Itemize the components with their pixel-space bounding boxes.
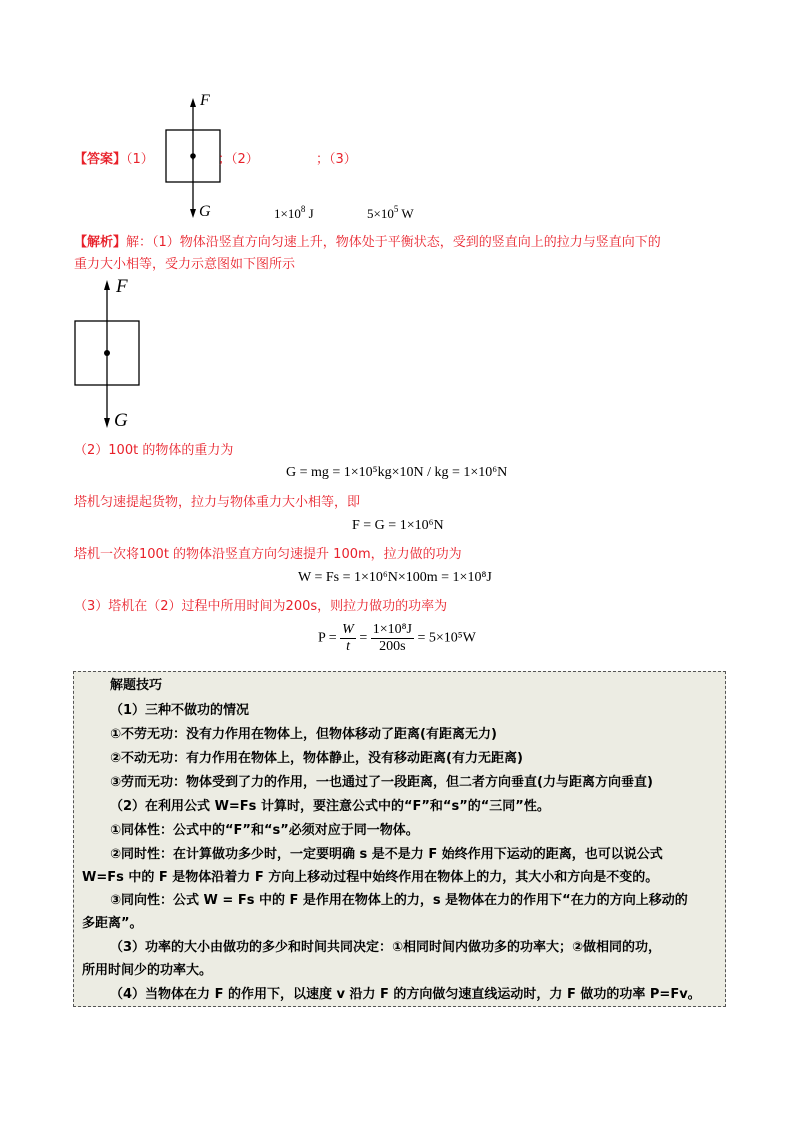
tips-line: ②同时性：在计算做功多少时，一定要明确 s 是不是力 F 始终作用下运动的距离，也可以说公式: [110, 847, 663, 862]
answer-part3: ；（3）: [316, 152, 357, 167]
tips-line: 多距离”。: [82, 916, 143, 931]
tips-line: W=Fs 中的 F 是物体沿着力 F 方向上移动过程中始终作用在物体上的力，其大小和方向是不变的。: [82, 870, 659, 885]
tips-box: [73, 671, 726, 1007]
answer-work-value: $1\times 10^8$ J: [274, 204, 314, 221]
formula-force: F = G = 1×10⁶N: [352, 518, 444, 533]
analysis-force-g-label: G: [114, 410, 128, 431]
formula-gravity: G = mg = 1×10⁵kg×10N / kg = 1×10⁶N: [286, 465, 508, 480]
tips-line: 所用时间少的功率大。: [82, 963, 213, 978]
answer-part2: ；（2）: [218, 152, 259, 167]
tips-line: ①同体性：公式中的“F”和“s”必须对应于同一物体。: [110, 823, 419, 838]
answer-power-value: $5\times 10^5$ W: [367, 204, 414, 221]
answer-force-f-label: F: [200, 92, 210, 109]
fraction-work-over-time: $\frac{\text{1×10⁸J}}{200s}$: [372, 622, 412, 654]
tips-line: ③同向性：公式 W = Fs 中的 F 是作用在物体上的力，s 是物体在力的作用下“在力的方向上移动的: [110, 893, 688, 908]
answer-force-g-label: G: [199, 203, 211, 220]
formula-work: W = Fs = 1×10⁶N×100m = 1×10⁸J: [298, 570, 492, 585]
fraction-w-over-t: $\frac{W}{t}$: [342, 622, 354, 654]
analysis-step3: （3）塔机在（2）过程中所用时间为200s，则拉力做功的功率为: [74, 599, 448, 614]
tips-line: ③劳而无功：物体受到了力的作用，一也通过了一段距离，但二者方向垂直(力与距离方向垂直): [110, 775, 653, 790]
formula-power: P = $\frac{W}{t}$ = $\frac{\text{1×10⁸J}}{200s}$ = 5×10⁵W: [318, 622, 476, 654]
tips-line: （4）当物体在力 F 的作用下，以速度 v 沿力 F 的方向做匀速直线运动时，力 F 做功的功率 P=Fv。: [110, 987, 701, 1002]
tips-line: ①不劳无功：没有力作用在物体上，但物体移动了距离(有距离无力): [110, 727, 497, 742]
analysis-force-f-label: F: [116, 276, 128, 297]
tips-line: （3）功率的大小由做功的多少和时间共同决定：①相同时间内做功多的功率大；②做相同的功，: [110, 940, 662, 955]
tips-line: （2）在利用公式 W=Fs 计算时，要注意公式中的“F”和“s”的“三同”性。: [110, 799, 550, 814]
answer-label: 【答案】（1）: [74, 152, 154, 167]
analysis-intro-line2: 重力大小相等，受力示意图如下图所示: [74, 257, 296, 272]
analysis-step2c: 塔机一次将100t 的物体沿竖直方向匀速提升 100m，拉力做的功为: [74, 547, 462, 562]
analysis-step2: （2）100t 的物体的重力为: [74, 443, 234, 458]
tips-title: 解题技巧: [110, 678, 163, 693]
analysis-intro-line1: 【解析】解：（1）物体沿竖直方向匀速上升，物体处于平衡状态，受到的竖直向上的拉力与竖直向下的: [74, 235, 661, 250]
analysis-force-diagram: [70, 275, 150, 440]
tips-line: （1）三种不做功的情况: [110, 703, 250, 718]
tips-line: ②不动无功：有力作用在物体上，物体静止，没有移动距离(有力无距离): [110, 751, 523, 766]
analysis-step2b: 塔机匀速提起货物，拉力与物体重力大小相等，即: [74, 495, 361, 510]
